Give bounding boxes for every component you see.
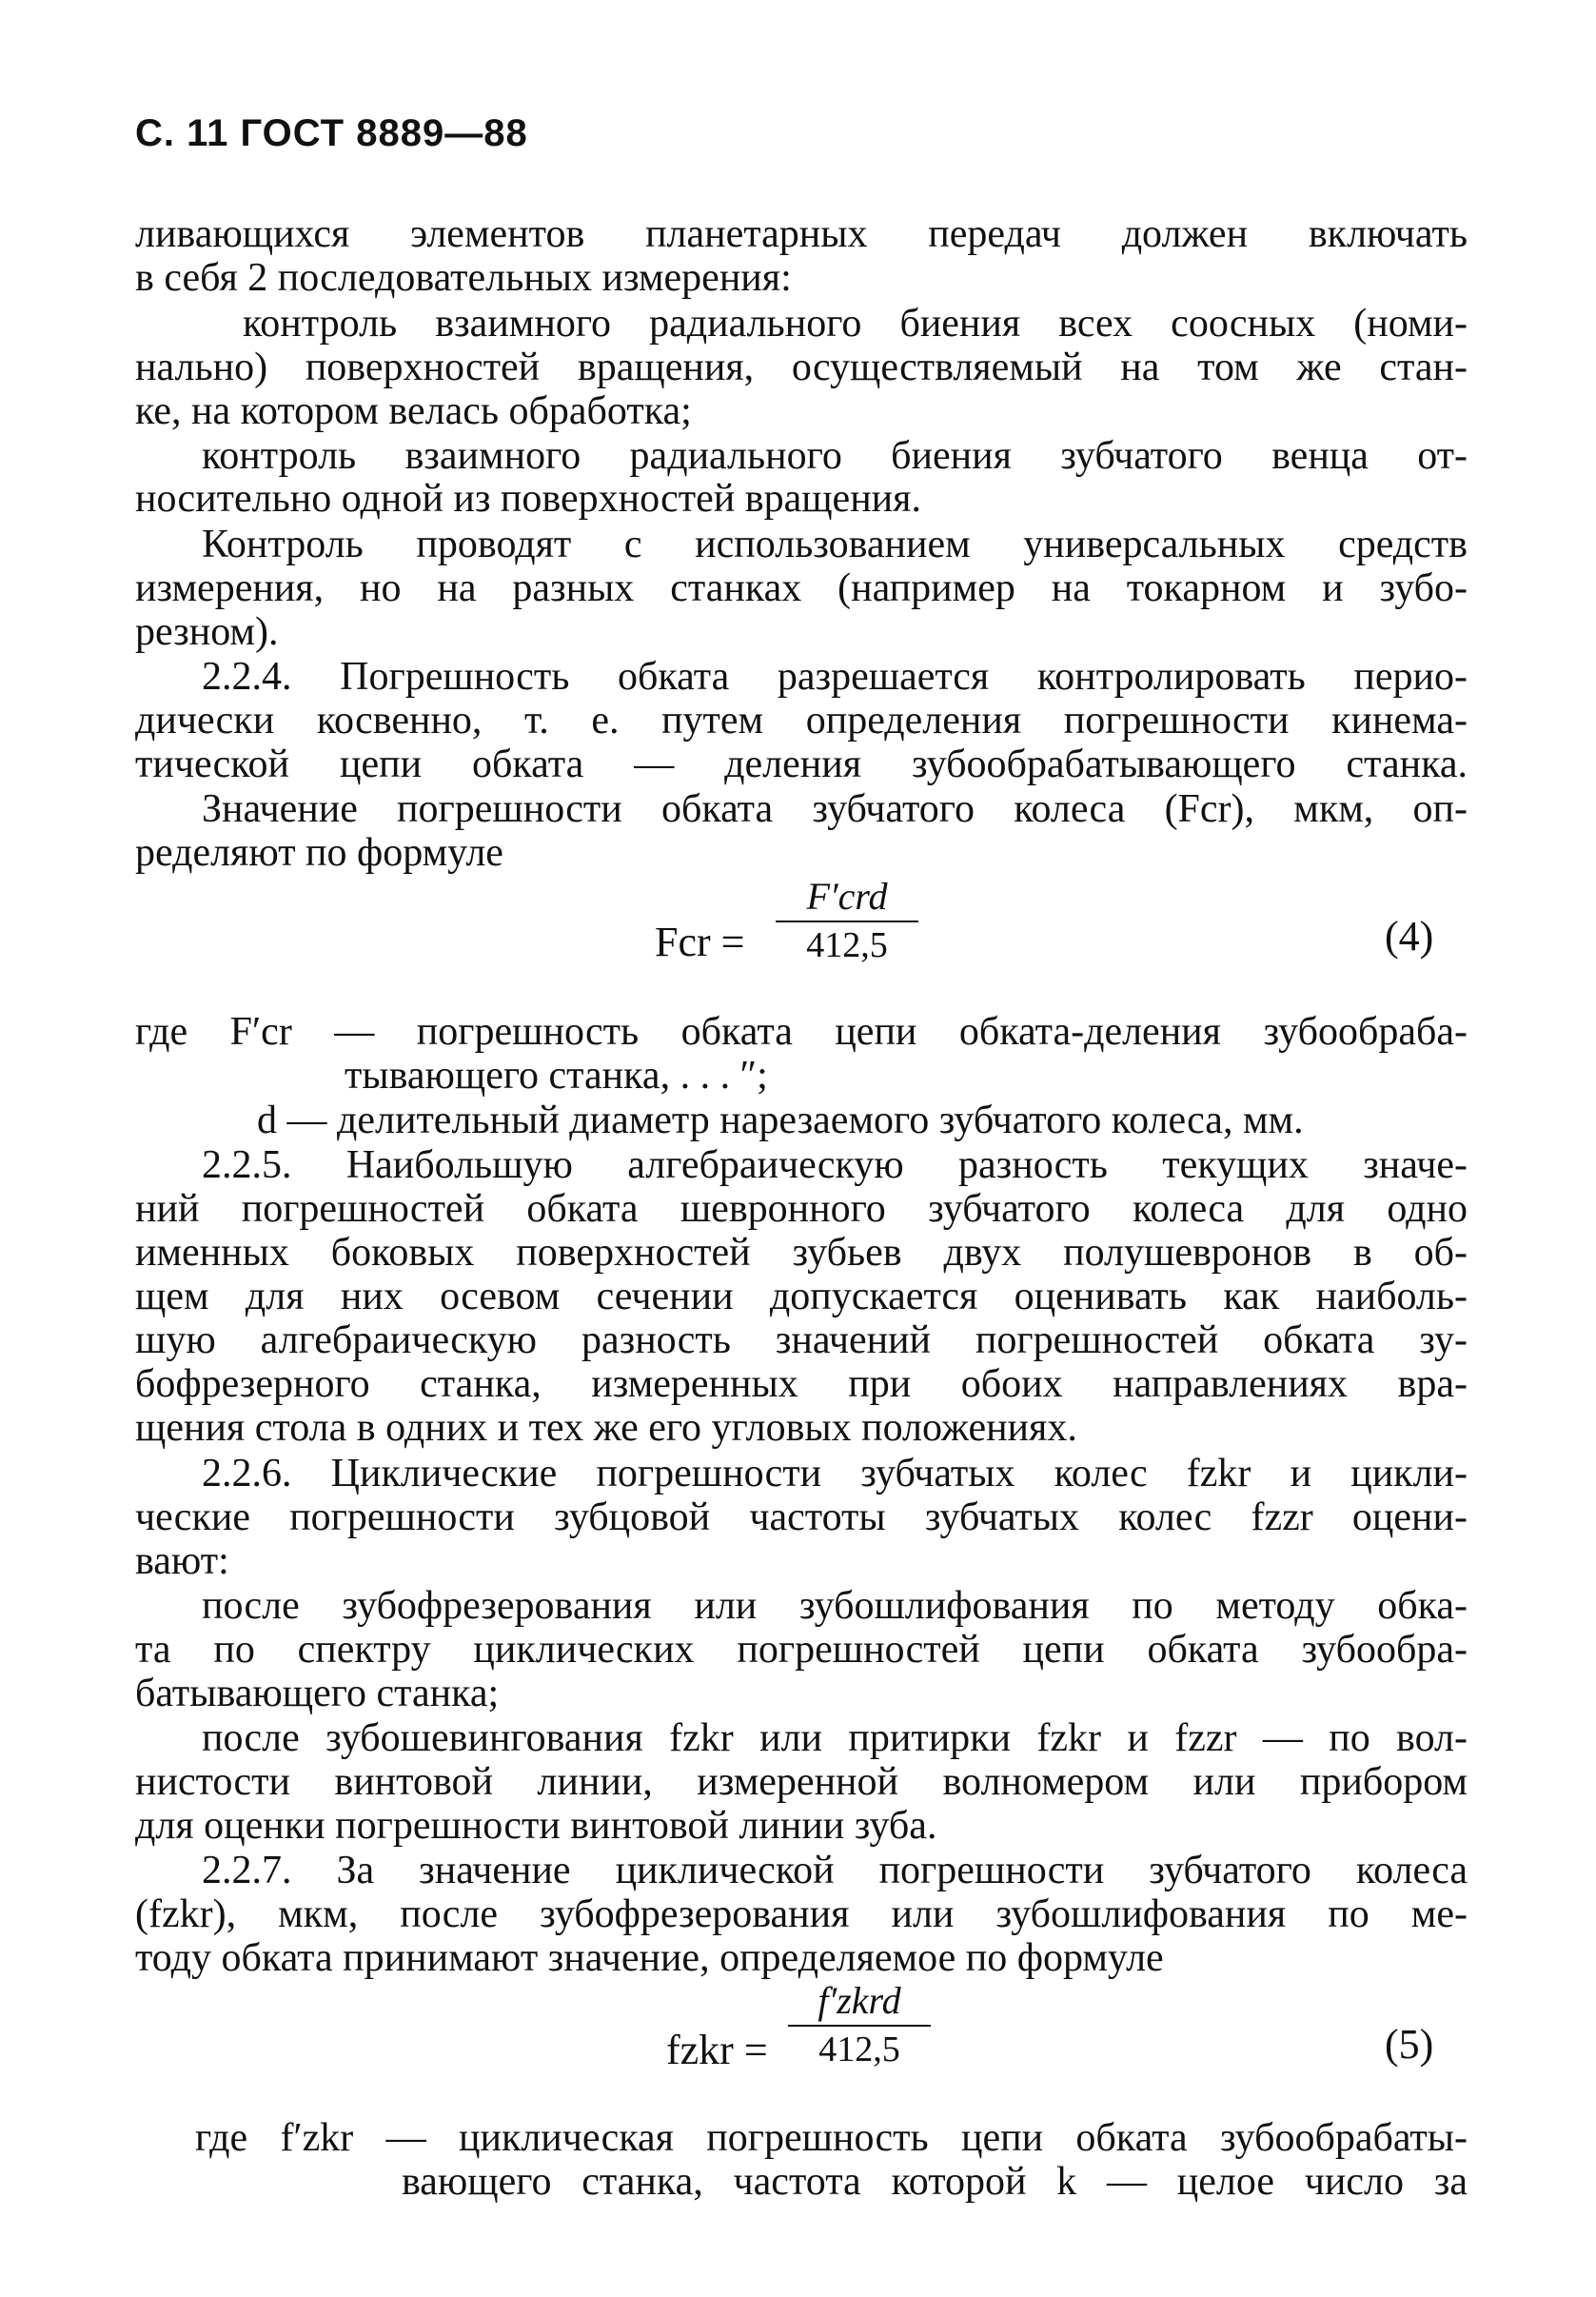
text-line: где F′cr — погрешность обката цепи обката-деления зубообраба- [135,1010,1468,1054]
text-line: 2.2.4. Погрешность обката разрешается контролировать перио- [202,655,1468,699]
fraction-bar [788,2025,931,2027]
text-line: 2.2.5. Наибольшую алгебраическую разность текущих значе- [202,1143,1468,1187]
page-header: С. 11 ГОСТ 8889—88 [135,112,528,154]
text-line: вают: [135,1539,229,1583]
text-line: нистости винтовой линии, измеренной волномером или прибором [135,1760,1468,1804]
formula-5-denominator: 412,5 [818,2030,900,2069]
text-line: (fzkr), мкм, после зубофрезерования или зубошлифования по ме- [135,1892,1468,1936]
text-line: 2.2.6. Циклические погрешности зубчатых колес fzkr и цикли- [202,1452,1468,1495]
text-line: Значение погрешности обката зубчатого колеса (Fcr), мкм, оп- [202,787,1468,831]
text-line: нально) поверхностей вращения, осуществляемый на том же стан- [135,346,1468,389]
text-line: ределяют по формуле [135,831,503,875]
formula-5-lhs: fzkr = [666,2027,768,2073]
formula-4-denominator: 412,5 [806,925,888,965]
text-line: ческие погрешности зубцовой частоты зубчатых колес fzzr оцени- [135,1495,1468,1539]
text-line: тоду обката принимают значение, определяемое по формуле [135,1936,1164,1980]
text-line: после зубофрезерования или зубошлифования по методу обка- [202,1584,1468,1628]
formula-4-lhs: Fcr = [655,919,745,965]
text-line: именных боковых поверхностей зубьев двух полушевронов в об- [135,1231,1468,1275]
text-line: 2.2.7. За значение циклической погрешности зубчатого колеса [202,1849,1468,1892]
text-line: та по спектру циклических погрешностей цепи обката зубообра- [135,1628,1468,1672]
text-line: измерения, но на разных станках (например на токарном и зубо- [135,566,1468,610]
formula-4-numerator: F′crd [806,875,888,918]
text-line: бофрезерного станка, измеренных при обоих направлениях вра- [135,1362,1468,1406]
text-line: носительно одной из поверхностей вращения. [135,477,921,521]
text-line: тической цепи обката — деления зубообрабатывающего станка. [135,743,1468,786]
text-line: щем для них осевом сечении допускается оценивать как наиболь- [135,1275,1468,1318]
text-line: d — делительный диаметр нарезаемого зубчатого колеса, мм. [257,1099,1304,1142]
text-line: ний погрешностей обката шевронного зубчатого колеса для одно [135,1187,1468,1231]
formula-4-number: (4) [1385,913,1434,960]
text-line: контроль взаимного радиального биения всех соосных (номи- [243,302,1468,346]
text-line: щения стола в одних и тех же его угловых положениях. [135,1406,1077,1450]
formula-4-fraction [776,874,918,966]
text-line: в себя 2 последовательных измерения: [135,256,792,300]
text-line: тывающего станка, . . . ″; [345,1054,768,1098]
text-line: Контроль проводят с использованием универсальных средств [202,523,1468,566]
text-line: контроль взаимного радиального биения зубчатого венца от- [202,434,1468,478]
text-line: шую алгебраическую разность значений погрешностей обката зу- [135,1318,1468,1362]
text-line: ливающихся элементов планетарных передач должен включать [135,212,1468,256]
text-line: вающего станка, частота которой k — целое число за [402,2160,1468,2204]
formula-5-numerator: f′zkrd [818,1979,901,2022]
fraction-bar [776,921,918,922]
text-line: дически косвенно, т. е. путем определения погрешности кинема- [135,699,1468,743]
text-line: батывающего станка; [135,1672,500,1715]
formula-5-number: (5) [1385,2021,1434,2068]
text-line: ке, на котором велась обработка; [135,389,692,433]
text-line: резном). [135,610,279,654]
text-line: после зубошевингования fzkr или притирки fzkr и fzzr — по вол- [202,1716,1468,1760]
text-line: для оценки погрешности винтовой линии зуба. [135,1804,937,1848]
formula-5-fraction [788,1978,931,2070]
text-line: где f′zkr — циклическая погрешность цепи обката зубообрабаты- [195,2116,1468,2160]
